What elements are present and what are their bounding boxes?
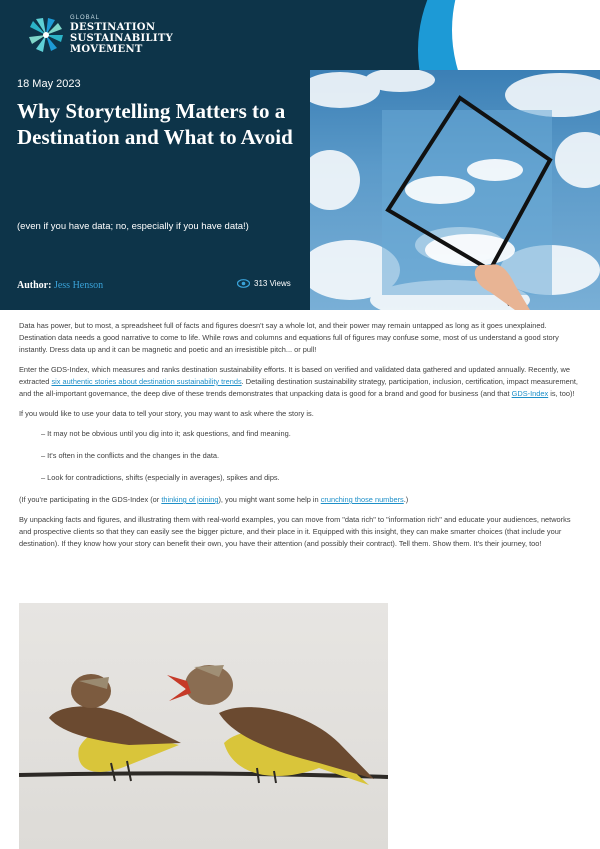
thinking-of-joining-link[interactable]: thinking of joining	[161, 495, 219, 504]
bird-right	[167, 665, 374, 785]
list-item: – Look for contradictions, shifts (especially in averages), spikes and dips.	[41, 472, 584, 484]
paragraph-4-text-a: (If you're participating in the GDS-Index (or	[19, 495, 162, 504]
paragraph-5: By unpacking facts and figures, and illustrating them with real-world examples, you can move from "data rich" to "information rich" and educate your audiences, networks and prospective clients so that they can easily see the bigger picture, and their place in it. Equipped with this insight, they can make smarter choices (that include your destination). If they know how your story can benefit their own, you have their attention (and possibly their contract). Tell them. Show them. It's their journey, too!	[19, 515, 571, 548]
crunching-numbers-link[interactable]: crunching those numbers	[320, 495, 404, 504]
site-header	[0, 0, 600, 70]
birds-photo	[19, 603, 388, 849]
logo-line-3: MOVEMENT	[70, 44, 143, 55]
logo-flower-icon	[26, 15, 66, 55]
paragraph-2-text-b: . Detailing destination sustainability strategy, participation, inclusion, certification, impact measurement, and the all-important governance, the deep dive of these trends demonstrates that unpacking data is good for a brand and good for business (and that	[19, 377, 578, 398]
hero-text-panel	[0, 70, 310, 310]
logo-small-text: GLOBAL	[70, 15, 101, 21]
hero-image-sky-frame	[310, 70, 600, 310]
logo-line-2: SUSTAINABILITY	[70, 33, 174, 44]
paragraph-4	[19, 494, 584, 506]
article-body	[19, 320, 584, 558]
birds-on-wire-illustration	[19, 603, 388, 849]
eye-icon	[237, 279, 250, 288]
bird-left	[49, 674, 181, 781]
header-white-swoosh	[452, 0, 600, 70]
paragraph-4-text-c: .)	[403, 495, 409, 504]
paragraph-2-text-c: is, too)!	[548, 389, 575, 398]
author-link[interactable]: Jess Henson	[53, 280, 104, 291]
paragraph-4-text-b: ), you might want some help in	[218, 495, 321, 504]
sky-frame-illustration	[310, 70, 600, 310]
story-tips-list	[41, 428, 584, 484]
paragraph-1: Data has power, but to most, a spreadsheet full of facts and figures doesn't say a whole lot, and their power may remain untapped as long as it goes unexplained. Destination data needs a good narrative to come to life. While rows and columns and equations full of figures may confuse some, most of us understand a good story instantly. Dress data up and it can be magnetic and poetic and an irresistible pitch... or pull!	[19, 321, 559, 354]
view-count	[237, 279, 291, 288]
six-stories-link[interactable]: six authentic stories about destination sustainability trends	[51, 377, 242, 386]
author-line	[17, 280, 103, 291]
paragraph-2	[19, 364, 584, 400]
view-count-text: 313 Views	[254, 279, 291, 288]
logo-line-1: DESTINATION	[70, 22, 156, 33]
gds-index-link[interactable]: GDS-Index	[511, 389, 549, 398]
site-logo[interactable]	[26, 14, 173, 55]
paragraph-3: If you would like to use your data to tell your story, you may want to ask where the story is.	[19, 409, 314, 418]
list-item: – It may not be obvious until you dig into it; ask questions, and find meaning.	[41, 428, 584, 440]
paragraph-2-text-a: Enter the GDS-Index, which measures and ranks destination sustainability efforts. It is based on verified and validated data gathered and updated annually. Recently, we extracted	[19, 365, 570, 386]
logo-wordmark	[70, 14, 173, 55]
page-subtitle: (even if you have data; no, especially if you have data!)	[17, 221, 249, 232]
author-label: Author:	[17, 280, 52, 291]
article-hero	[0, 70, 600, 310]
publish-date: 18 May 2023	[17, 78, 81, 90]
list-item: – It's often in the conflicts and the changes in the data.	[41, 450, 584, 462]
page-title: Why Storytelling Matters to a Destination and What to Avoid	[17, 99, 293, 149]
